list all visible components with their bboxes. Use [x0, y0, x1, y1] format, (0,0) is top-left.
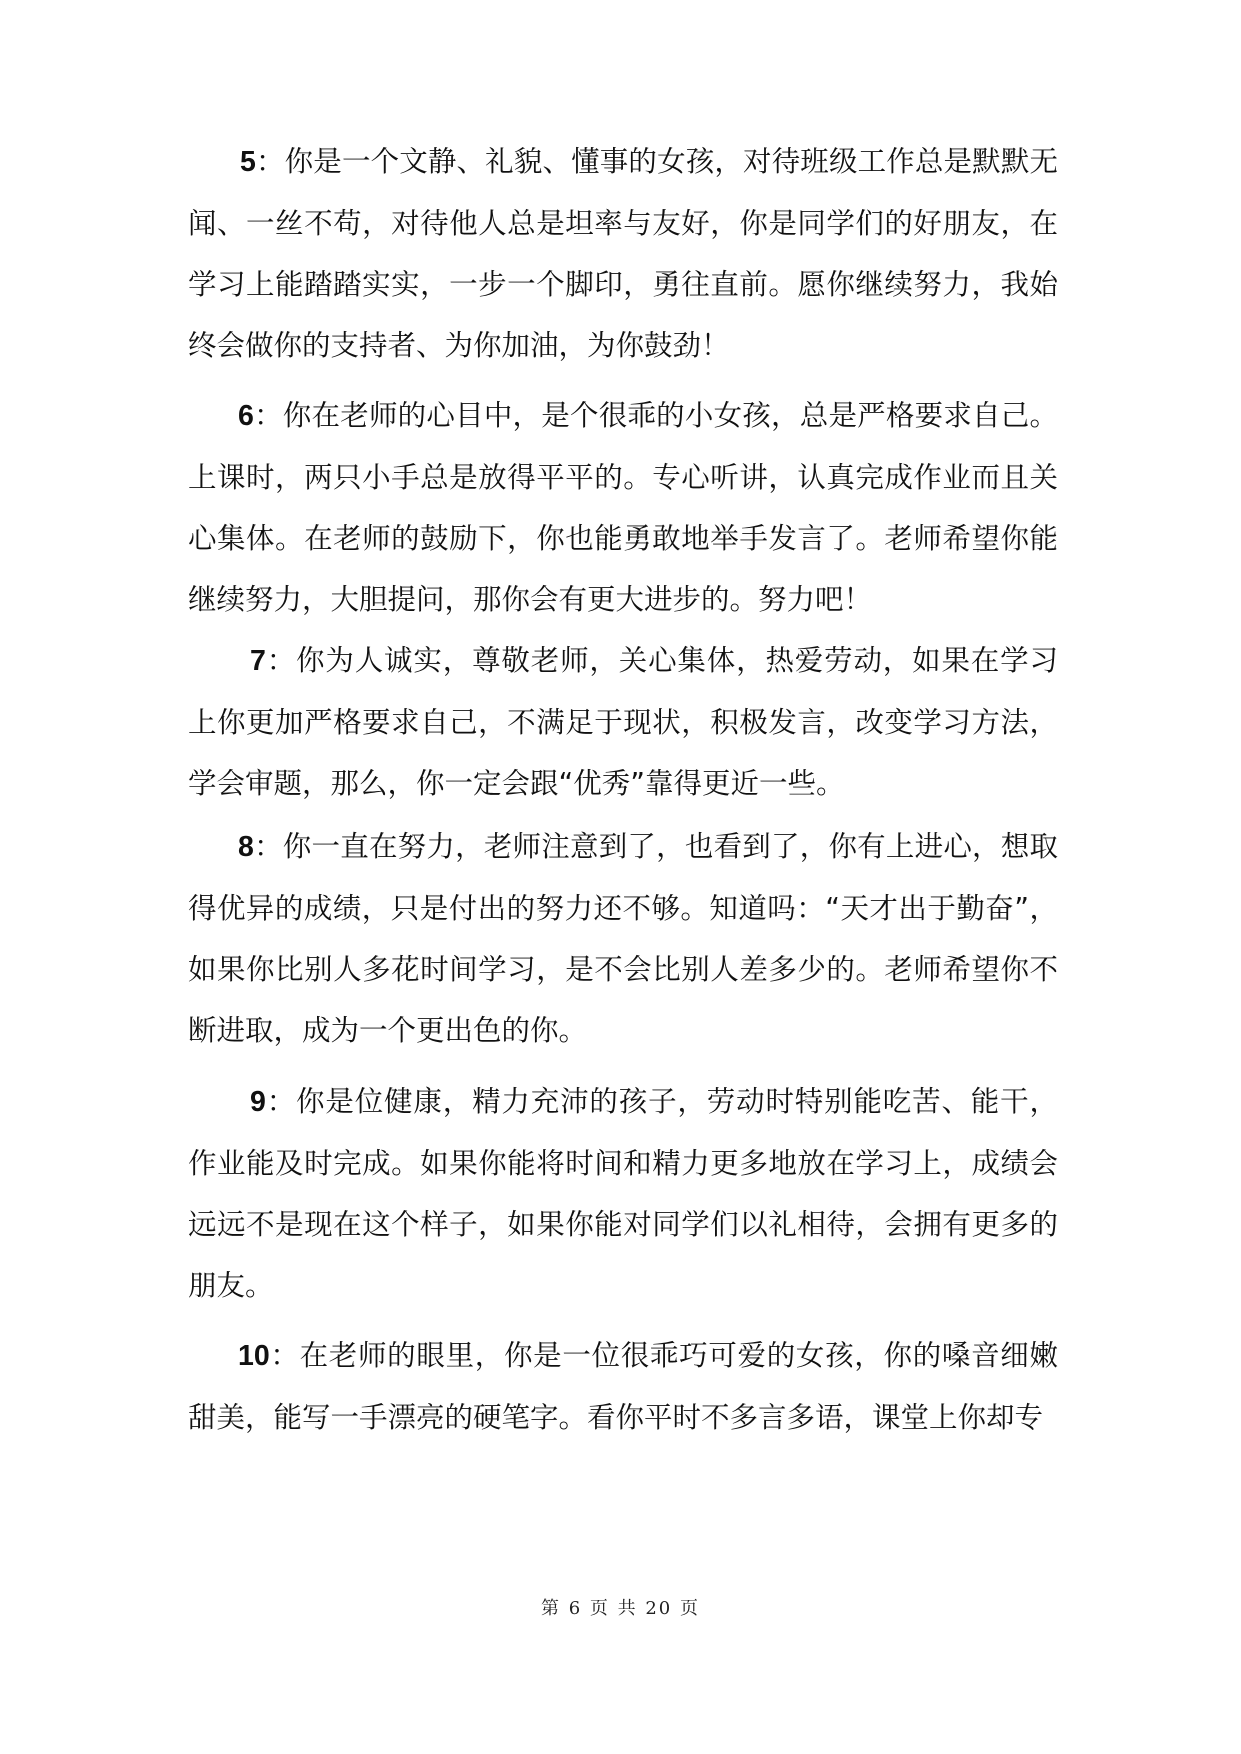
comment-paragraph-9: [188, 1071, 1058, 1316]
page-footer: 第 6 页 共 20 页: [541, 1598, 700, 1619]
paragraph-text: 你是位健康，精力充沛的孩子，劳动时特别能吃苦、能干，作业能及时完成。如果你能将时间和精力更多地放在学习上，成绩会远远不是现在这个样子，如果你能对同学们以礼相待，会拥有更多的朋友。: [188, 1085, 1058, 1302]
paragraph-separator: ：: [269, 1339, 300, 1372]
paragraph-separator: ：: [255, 145, 285, 178]
paragraph-separator: ：: [253, 830, 283, 863]
paragraph-number: 9: [250, 1086, 266, 1118]
comment-paragraph-7: [188, 630, 1058, 814]
paragraph-text: 你是一个文静、礼貌、懂事的女孩，对待班级工作总是默默无闻、一丝不苟，对待他人总是坦率与友好，你是同学们的好朋友，在学习上能踏踏实实，一步一个脚印，勇往直前。愿你继续努力，我始终会做你的支持者、为你加油，为你鼓劲！: [188, 145, 1058, 362]
comment-paragraph-8: [188, 816, 1058, 1061]
paragraph-number: 5: [240, 146, 256, 178]
paragraph-separator: ：: [265, 1085, 297, 1118]
comment-paragraph-10: [188, 1325, 1058, 1448]
paragraph-number: 7: [250, 645, 266, 677]
paragraph-number: 8: [238, 831, 254, 863]
paragraph-separator: ：: [253, 399, 283, 432]
paragraph-number: 6: [238, 400, 254, 432]
paragraph-text: 在老师的眼里，你是一位很乖巧可爱的女孩，你的嗓音细嫩甜美，能写一手漂亮的硬笔字。看你平时不多言多语，课堂上你却专: [188, 1339, 1058, 1434]
comment-paragraph-6: [188, 385, 1058, 630]
comment-paragraph-5: [188, 131, 1058, 376]
paragraph-separator: ：: [265, 644, 297, 677]
paragraph-text: 你在老师的心目中，是个很乖的小女孩，总是严格要求自己。上课时，两只小手总是放得平平的。专心听讲，认真完成作业而且关心集体。在老师的鼓励下，你也能勇敢地举手发言了。老师希望你能继续努力，大胆提问，那你会有更大进步的。努力吧！: [188, 399, 1058, 616]
paragraph-text: 你一直在努力，老师注意到了，也看到了，你有上进心，想取得优异的成绩，只是付出的努力还不够。知道吗：“天才出于勤奋”，如果你比别人多花时间学习，是不会比别人差多少的。老师希望你不断进取，成为一个更出色的你。: [188, 830, 1058, 1047]
paragraph-number: 10: [238, 1340, 270, 1372]
paragraph-text: 你为人诚实，尊敬老师，关心集体，热爱劳动，如果在学习上你更加严格要求自己，不满足于现状，积极发言，改变学习方法，学会审题，那么，你一定会跟“优秀”靠得更近一些。: [188, 644, 1058, 800]
